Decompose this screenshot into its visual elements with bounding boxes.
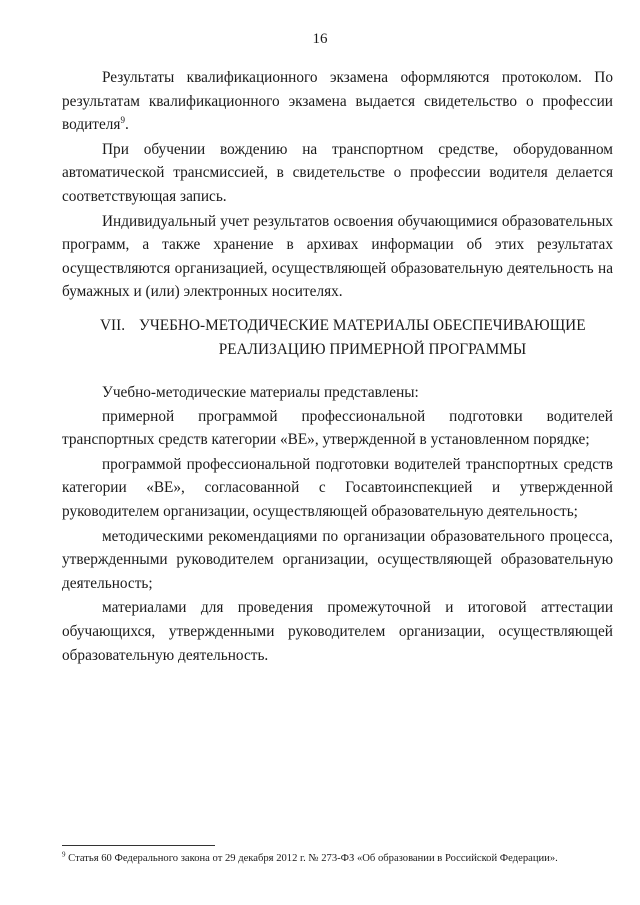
- paragraph-automatic-transmission: При обучении вождению на транспортном средстве, оборудованном автоматической трансмиссией, в свидетельстве о профессии водителя делается соответствующая запись.: [62, 140, 613, 205]
- paragraph-individual-record: Индивидуальный учет результатов освоения обучающимися образовательных программ, а также хранение в архивах информации об этих результатах осуществляются организацией, осуществляющей образовательную деятельность на бумажных и (или) электронных носителях.: [62, 212, 613, 301]
- section-title-line1: УЧЕБНО-МЕТОДИЧЕСКИЕ МАТЕРИАЛЫ ОБЕСПЕЧИВАЮЩИЕ: [139, 317, 586, 334]
- list-item: примерной программой профессиональной подготовки водителей транспортных средств категории «ВЕ», утвержденной в установленном порядке;: [62, 407, 613, 449]
- paragraph-text: Результаты квалификационного экзамена оформляются протоколом. По результатам квалификационного экзамена выдается свидетельство о профессии водителя: [62, 69, 613, 134]
- section-heading: [62, 314, 613, 361]
- paragraph-exam-results: [62, 66, 613, 137]
- section-body: [62, 381, 613, 667]
- list-item: методическими рекомендациями по организации образовательного процесса, утвержденными руководителем организации, осуществляющей образовательную деятельность;: [62, 527, 613, 592]
- paragraph-end-punct: .: [124, 116, 129, 134]
- body-text: [62, 66, 613, 304]
- list-item: материалами для проведения промежуточной и итоговой аттестации обучающихся, утвержденными руководителем организации, осуществляющей образовательную деятельность.: [62, 599, 613, 664]
- footnote-reference: 9: [120, 115, 125, 126]
- section-number: VII.: [100, 317, 126, 334]
- section-intro: Учебно-методические материалы представлены:: [102, 384, 419, 401]
- list-item: программой профессиональной подготовки водителей транспортных средств категории «ВЕ», согласованной с Госавтоинспекцией и утвержденной руководителем организации, осуществляющей образовательную деятельность;: [62, 455, 613, 520]
- footnote-separator: [62, 845, 215, 846]
- section-title-line2: РЕАЛИЗАЦИЮ ПРИМЕРНОЙ ПРОГРАММЫ: [218, 340, 527, 358]
- footnote-mark: 9: [62, 850, 66, 859]
- footnote: [62, 852, 622, 866]
- page-number: 16: [312, 31, 328, 47]
- section-heading-line1: [62, 314, 613, 338]
- footnote-text: Статья 60 Федерального закона от 29 декабря 2012 г. № 273-ФЗ «Об образовании в Российской Федерации».: [68, 853, 558, 864]
